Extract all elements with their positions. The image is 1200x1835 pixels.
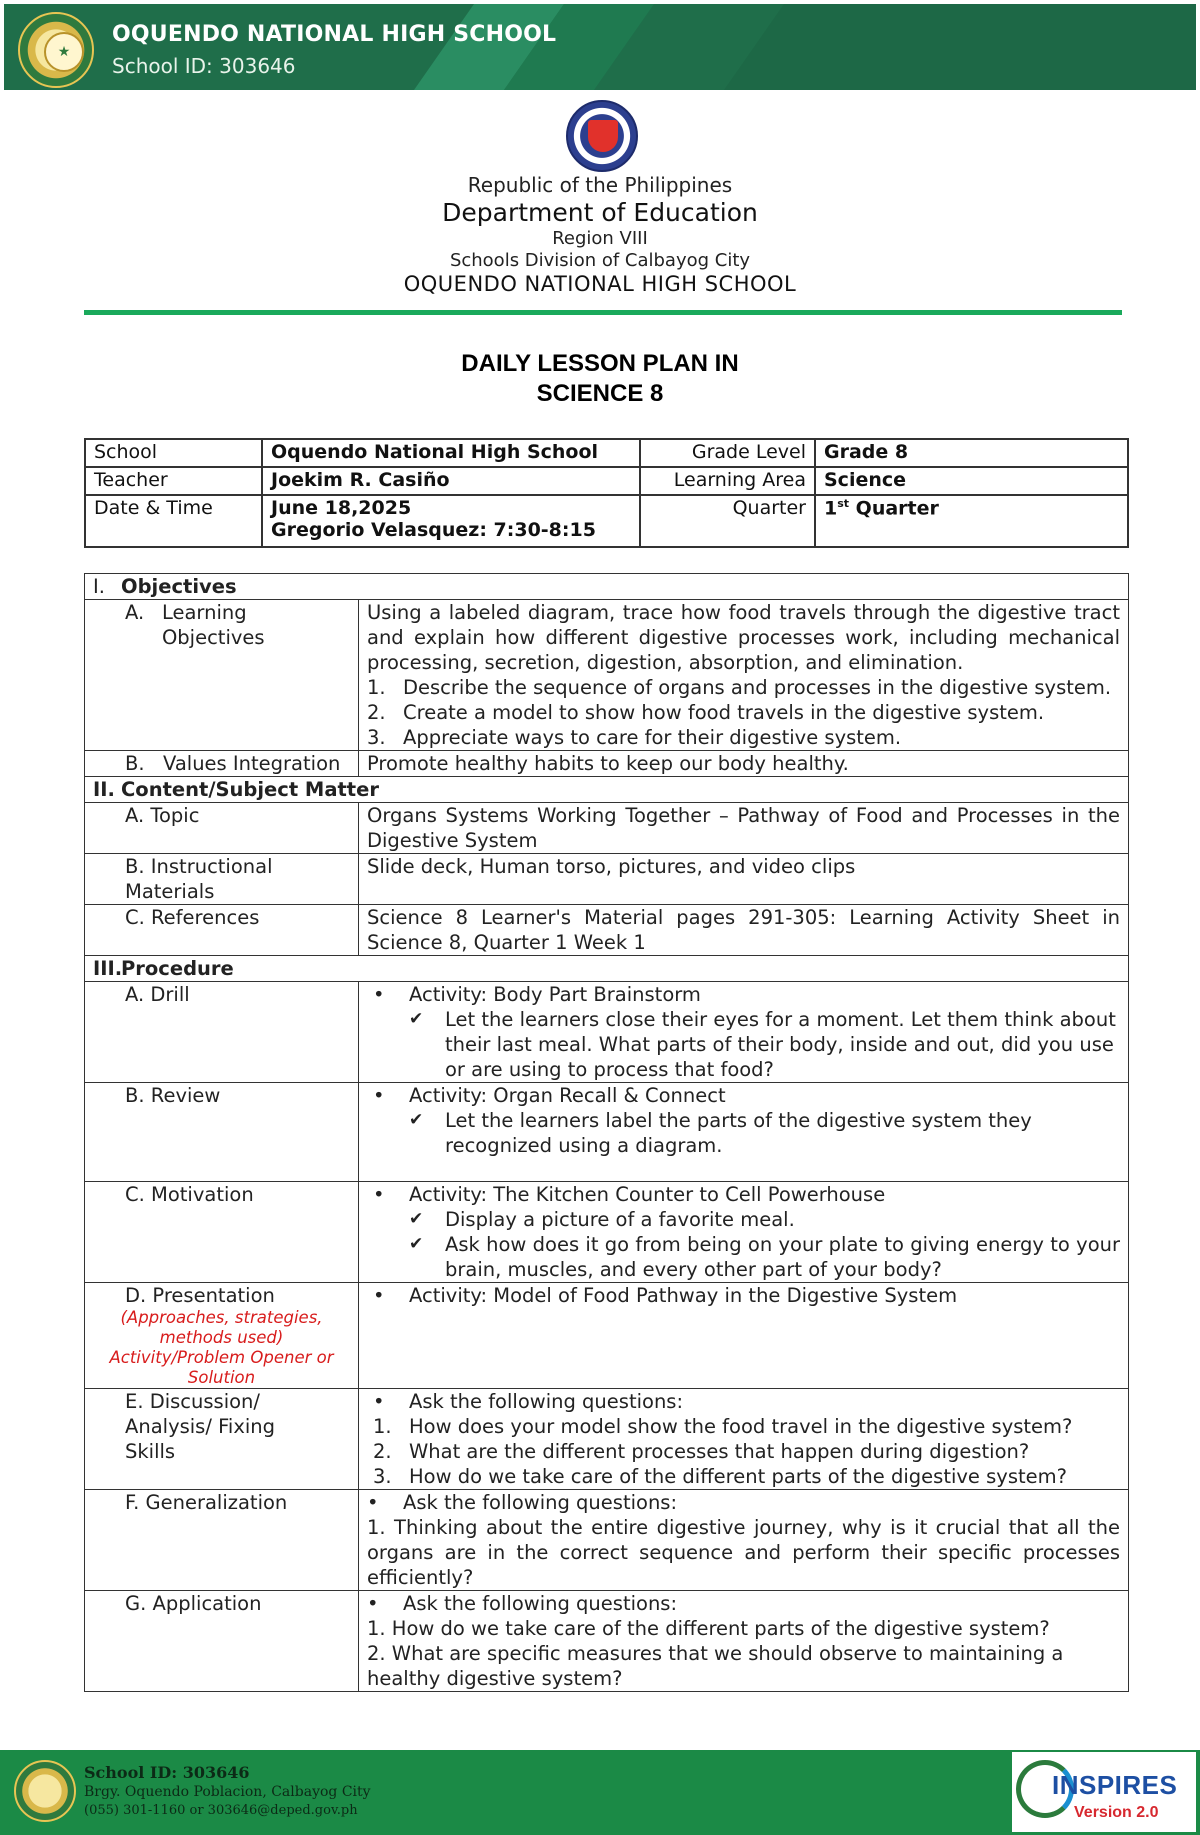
row-content <box>359 1182 1129 1283</box>
row-letter: A. <box>125 601 145 624</box>
table-row <box>85 467 1128 495</box>
document-title: DAILY LESSON PLAN IN <box>461 350 739 377</box>
section-heading <box>85 777 1129 803</box>
row-label: A. Topic <box>85 803 359 854</box>
info-label: Learning Area <box>640 467 815 495</box>
info-label: Grade Level <box>640 439 815 467</box>
section-row-content <box>85 777 1129 803</box>
row-content: Slide deck, Human torso, pictures, and video clips <box>359 854 1129 905</box>
school-logo <box>18 12 94 88</box>
quarter-number: 1 <box>824 497 838 520</box>
list-item: 2. Create a model to show how food travels in the digestive system. <box>367 701 1045 724</box>
row-label: G. Application <box>85 1591 359 1692</box>
table-row <box>85 1490 1129 1591</box>
table-row <box>85 1283 1129 1389</box>
quarter-suffix: st <box>837 497 850 510</box>
section-label: Procedure <box>121 957 234 980</box>
table-row <box>85 982 1129 1083</box>
info-label: School <box>85 439 262 467</box>
row-content: Science 8 Learner's Material pages 291-305: Learning Activity Sheet in Science 8, Quarter 1 Week 1 <box>359 905 1129 956</box>
table-row <box>85 600 1129 751</box>
table-row <box>85 439 1128 467</box>
row-label <box>85 1283 359 1389</box>
check-item: ✔ Display a picture of a favorite meal. <box>373 1207 1120 1232</box>
row-label: B. Instructional Materials <box>85 854 359 905</box>
footer-school-id: School ID: 303646 <box>84 1763 250 1782</box>
row-content <box>359 1283 1129 1389</box>
check-item: ✔ Let the learners close their eyes for a moment. Let them think about their last meal. What parts of their body, inside and out, did you use or are using to process that food? <box>373 1007 1120 1082</box>
row-label-text: D. Presentation <box>125 1284 275 1307</box>
table-row <box>85 751 1129 777</box>
table-row <box>85 1389 1129 1490</box>
list-item: 1. How does your model show the food travel in the digestive system? <box>373 1415 1073 1438</box>
table-row <box>85 905 1129 956</box>
row-label <box>85 751 359 777</box>
list-item: 1. Describe the sequence of organs and processes in the digestive system. <box>367 676 1112 699</box>
header-divider <box>84 310 1122 315</box>
letterhead-department: Department of Education <box>442 198 758 227</box>
info-value: Joekim R. Casiño <box>262 467 640 495</box>
date-value: June 18,2025 <box>271 497 412 519</box>
section-time-value: Gregorio Velasquez: 7:30-8:15 <box>271 519 596 541</box>
letterhead-region: Region VIII <box>552 228 648 249</box>
info-value: Oquendo National High School <box>262 439 640 467</box>
section-label: Objectives <box>121 575 237 598</box>
activity-bullet: • Ask the following questions: <box>373 1389 1120 1414</box>
deped-seal-icon <box>566 100 638 172</box>
question: 1. Thinking about the entire digestive journey, why is it crucial that all the organs are in the correct sequence and perform their specific processes efficiently? <box>367 1516 1120 1589</box>
info-value: Grade 8 <box>815 439 1128 467</box>
row-label: E. Discussion/ Analysis/ Fixing Skills <box>85 1389 359 1490</box>
activity-bullet: • Ask the following questions: <box>367 1490 1120 1515</box>
activity-bullet: • Activity: The Kitchen Counter to Cell Powerhouse <box>373 1182 1120 1207</box>
table-row <box>85 854 1129 905</box>
section-row-procedure <box>85 956 1129 982</box>
lesson-info-table <box>84 438 1129 548</box>
table-row <box>85 1083 1129 1182</box>
table-row <box>85 803 1129 854</box>
banner-school-id: School ID: 303646 <box>112 54 296 78</box>
inspires-wordmark: INSPIRES <box>1052 1770 1178 1800</box>
footer-address: Brgy. Oquendo Poblacion, Calbayog City <box>84 1784 371 1800</box>
row-label <box>85 600 359 751</box>
table-row <box>85 495 1128 547</box>
footer-contact: (055) 301-1160 or 303646@deped.gov.ph <box>84 1803 358 1818</box>
letterhead-country: Republic of the Philippines <box>467 173 733 197</box>
row-content <box>359 1490 1129 1591</box>
inspires-logo <box>1012 1752 1196 1832</box>
row-content <box>359 1389 1129 1490</box>
banner-school-name: OQUENDO NATIONAL HIGH SCHOOL <box>112 22 557 47</box>
row-letter: B. <box>125 752 145 775</box>
document-subject: SCIENCE 8 <box>536 380 664 407</box>
check-item: ✔ Ask how does it go from being on your plate to giving energy to your brain, muscles, and every other part of your body? <box>373 1232 1120 1282</box>
activity-bullet: • Activity: Organ Recall & Connect <box>373 1083 1120 1108</box>
row-content <box>359 600 1129 751</box>
row-label-text: Learning Objectives <box>161 601 265 649</box>
section-number: III. <box>93 957 123 980</box>
letterhead-school: OQUENDO NATIONAL HIGH SCHOOL <box>403 272 797 296</box>
row-label: C. References <box>85 905 359 956</box>
header-banner <box>4 4 1196 90</box>
list-item: 3. Appreciate ways to care for their digestive system. <box>367 726 902 749</box>
check-item: ✔ Let the learners label the parts of the digestive system they recognized using a diagram. <box>373 1108 1120 1158</box>
list-item: 2. What are the different processes that happen during digestion? <box>373 1440 1030 1463</box>
school-seal-icon: ★ <box>44 32 84 72</box>
activity-bullet: • Activity: Model of Food Pathway in the Digestive System <box>373 1283 1120 1308</box>
section-heading <box>85 574 1129 600</box>
row-label: A. Drill <box>85 982 359 1083</box>
section-heading <box>85 956 1129 982</box>
row-label: C. Motivation <box>85 1182 359 1283</box>
row-label: F. Generalization <box>85 1490 359 1591</box>
activity-bullet: • Activity: Body Part Brainstorm <box>373 982 1120 1007</box>
letterhead-division: Schools Division of Calbayog City <box>449 250 751 271</box>
lesson-plan-table <box>84 573 1129 1692</box>
info-value: Science <box>815 467 1128 495</box>
presentation-note: (Approaches, strategies, methods used) Activity/Problem Opener or Solution <box>109 1308 334 1387</box>
row-content <box>359 982 1129 1083</box>
learning-objectives-intro: Using a labeled diagram, trace how food travels through the digestive tract and explain how different digestive processes work, including mechanical processing, secretion, digestion, absorption, and elimination. <box>367 601 1120 674</box>
info-value <box>262 495 640 547</box>
row-label-text: Values Integration <box>163 752 341 775</box>
section-row-objectives <box>85 574 1129 600</box>
info-value <box>815 495 1128 547</box>
info-label: Teacher <box>85 467 262 495</box>
info-label: Quarter <box>640 495 815 547</box>
row-content: Organs Systems Working Together – Pathway of Food and Processes in the Digestive System <box>359 803 1129 854</box>
footer-school-logo <box>14 1760 76 1822</box>
section-number: I. <box>93 575 105 598</box>
inspires-version: Version 2.0 <box>1074 1804 1159 1821</box>
info-label: Date & Time <box>85 495 262 547</box>
row-content <box>359 1083 1129 1182</box>
section-label: Content/Subject Matter <box>121 778 379 801</box>
question: 1. How do we take care of the different parts of the digestive system? <box>367 1617 1050 1640</box>
quarter-word: Quarter <box>855 497 939 520</box>
activity-bullet: • Ask the following questions: <box>367 1591 1120 1616</box>
table-row <box>85 1591 1129 1692</box>
table-row <box>85 1182 1129 1283</box>
row-content: Promote healthy habits to keep our body healthy. <box>359 751 1129 777</box>
question: 2. What are specific measures that we should observe to maintaining a healthy digestive system? <box>367 1642 1064 1690</box>
row-label: B. Review <box>85 1083 359 1182</box>
list-item: 3. How do we take care of the different parts of the digestive system? <box>373 1465 1067 1488</box>
section-number: II. <box>93 778 115 801</box>
row-content <box>359 1591 1129 1692</box>
